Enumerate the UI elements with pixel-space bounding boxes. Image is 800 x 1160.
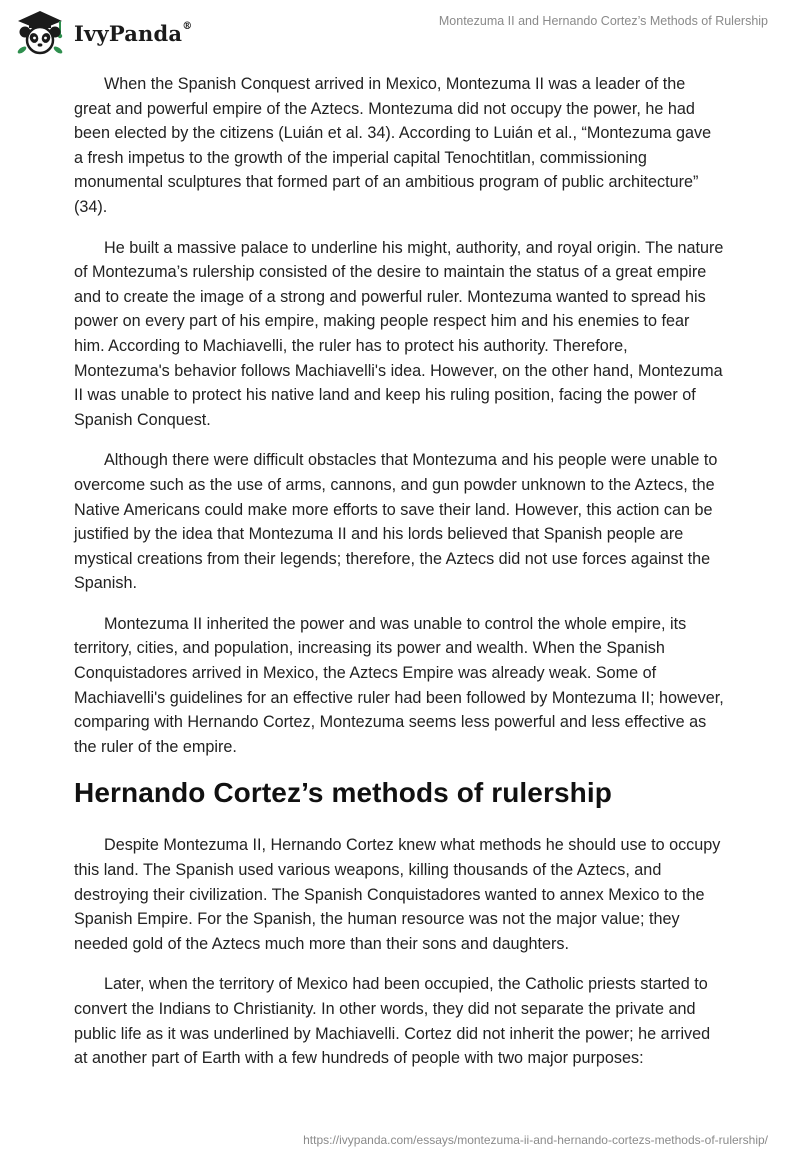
page-header [0, 0, 800, 60]
paragraph-1: When the Spanish Conquest arrived in Mexico, Montezuma II was a leader of the great and powerful empire of the Aztecs. Montezuma did not occupy the power, he had been elected by the citizens (Luián et al. 34). According to Luián et al., “Montezuma gave a fresh impetus to the growth of the imperial capital Tenochtitlan, commissioning monumental sculptures that formed part of an ambitious program of public architecture” (34). [74, 75, 712, 216]
paragraph-6: Later, when the territory of Mexico had been occupied, the Catholic priests started to convert the Indians to Christianity. In other words, they did not separate the private and public life as it was underlined by Machiavelli. Cortez did not inherit the power; he arrived at another part of Earth with a few hundreds of people with two major purposes: [74, 975, 711, 1068]
paragraph-4: Montezuma II inherited the power and was unable to control the whole empire, its territory, cities, and population, increasing its power and wealth. When the Spanish Conquistadores arrived in Mexico, the Aztecs Empire was already weak. Some of Machiavelli's guidelines for an effective ruler had been followed by Montezuma II; however, comparing with Hernando Cortez, Montezuma seems less powerful and less effective as the ruler of the empire. [74, 614, 724, 756]
paragraph-3: Although there were difficult obstacles that Montezuma and his people were unable to overcome such as the use of arms, cannons, and gun powder unknown to the Aztecs, the Native Americans could make more efforts to save their land. However, this action can be justified by the idea that Montezuma II and his lords believed that Spanish people are mystical creations from their legends; therefore, the Aztecs did not use forces against the Spanish. [74, 451, 718, 593]
ivypanda-logo-link[interactable] [14, 8, 192, 56]
paragraph-5: Despite Montezuma II, Hernando Cortez knew what methods he should use to occupy this land. The Spanish used various weapons, killing thousands of the Aztecs, and destroying their civilization. The Spanish Conquistadores wanted to annex Mexico to the Spanish Empire. For the Spanish, the human resource was not the major value; they needed gold of the Aztecs much more than their sons and daughters. [74, 836, 721, 953]
registered-mark: ® [182, 20, 193, 32]
paragraph-2: He built a massive palace to underline his might, authority, and royal origin. The nature of Montezuma’s rulership consisted of the desire to maintain the status of a great empire and to create the image of a strong and powerful ruler. Montezuma wanted to spread his power on every part of his empire, making people respect him and his enemies to fear him. According to Machiavelli, the ruler has to protect his authority. Therefore, Montezuma's behavior follows Machiavelli's idea. However, on the other hand, Montezuma II was unable to protect his native land and keep his ruling position, facing the power of Spanish Conquest. [74, 238, 724, 429]
section-heading: Hernando Cortez’s methods of rulership [74, 777, 612, 809]
source-url-link[interactable]: https://ivypanda.com/essays/montezuma-ii-and-hernando-cortezs-methods-of-rulership/ [303, 1133, 768, 1147]
document-title: Montezuma II and Hernando Cortez’s Methods of Rulership [438, 14, 768, 28]
essay-content [74, 72, 724, 1087]
panda-graduation-cap-icon [14, 8, 68, 56]
brand-name: IvyPanda® [74, 20, 193, 46]
